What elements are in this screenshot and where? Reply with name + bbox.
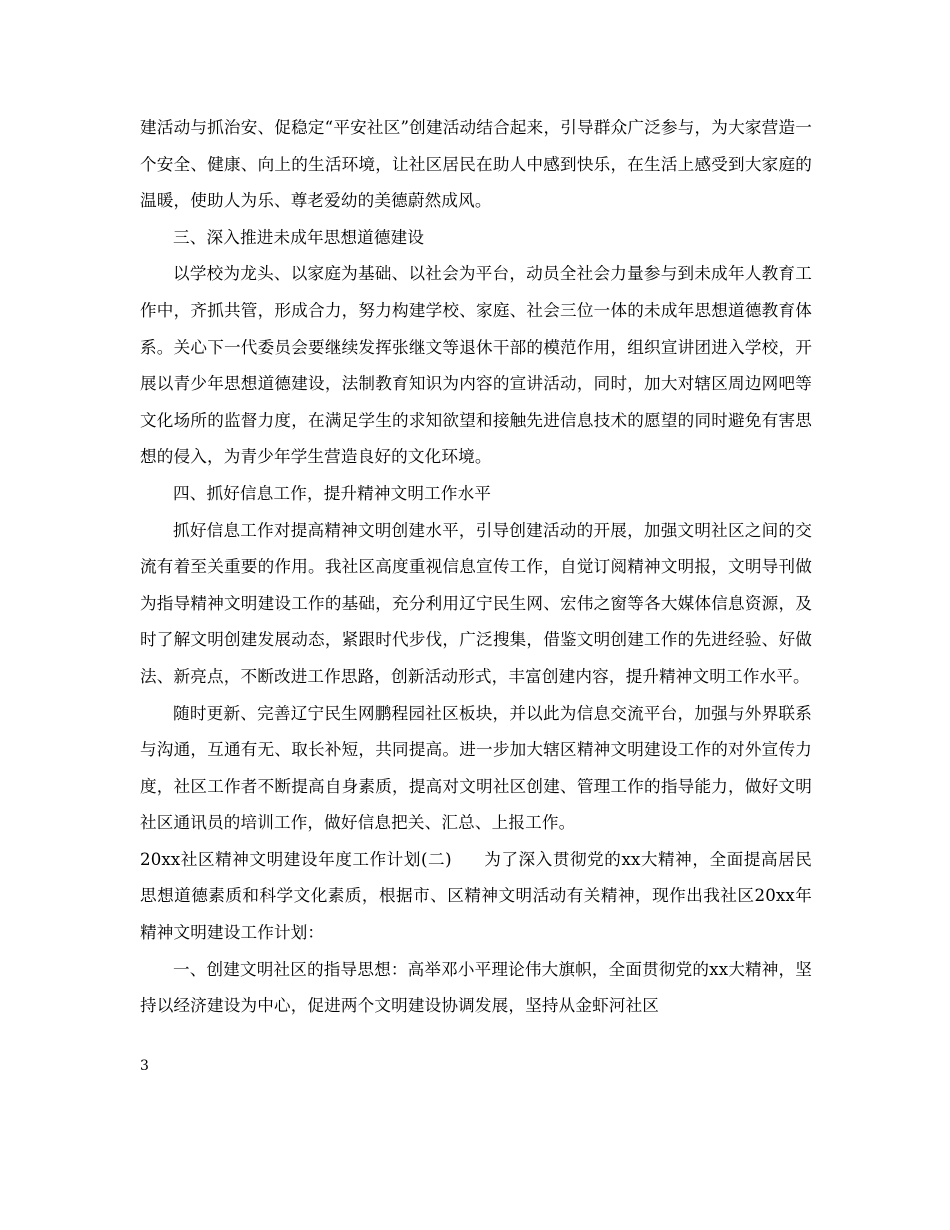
closing-paragraph: 一、创建文明社区的指导思想：高举邓小平理论伟大旗帜，全面贯彻党的xx大精神，坚持以经济建设为中心，促进两个文明建设协调发展，坚持从金虾河社区 <box>140 959 812 1016</box>
plan-paragraph <box>140 842 812 952</box>
body-text <box>140 110 812 1025</box>
paragraph-2: 以学校为龙头、以家庭为基础、以社会为平台，动员全社会力量参与到未成年人教育工作中，齐抓共管，形成合力，努力构建学校、家庭、社会三位一体的未成年思想道德教育体系。关心下一代委员会要继续发挥张继文等退休干部的模范作用，组织宣讲团进入学校，开展以青少年思想道德建设，法制教育知识为内容的宣讲活动，同时，加大对辖区周边网吧等文化场所的监督力度，在满足学生的求知欲望和接触先进信息技术的愿望的同时避免有害思想的侵入，为青少年学生营造良好的文化环境。 <box>140 264 812 467</box>
section-heading-4: 四、抓好信息工作，提升精神文明工作水平 <box>173 483 492 503</box>
page-number: 3 <box>140 1058 149 1074</box>
plan-heading: 20xx社区精神文明建设年度工作计划(二) <box>140 849 452 869</box>
paragraph-1: 建活动与抓治安、促稳定“平安社区”创建活动结合起来，引导群众广泛参与，为大家营造一个安全、健康、向上的生活环境，让社区居民在助人中感到快乐，在生活上感受到大家庭的温暖，使助人为乐、尊老爱幼的美德蔚然成风。 <box>140 118 812 211</box>
section-heading-3: 三、深入推进未成年思想道德建设 <box>173 227 425 247</box>
paragraph-4: 随时更新、完善辽宁民生网鹏程园社区板块，并以此为信息交流平台，加强与外界联系与沟通，互通有无、取长补短，共同提高。进一步加大辖区精神文明建设工作的对外宣传力度，社区工作者不断提高自身素质，提高对文明社区创建、管理工作的指导能力，做好文明社区通讯员的培训工作，做好信息把关、汇总、上报工作。 <box>140 703 812 833</box>
paragraph-3: 抓好信息工作对提高精神文明创建水平，引导创建活动的开展，加强文明社区之间的交流有着至关重要的作用。我社区高度重视信息宣传工作，自觉订阅精神文明报，文明导刊做为指导精神文明建设工作的基础，充分利用辽宁民生网、宏伟之窗等各大媒体信息资源，及时了解文明创建发展动态，紧跟时代步伐，广泛搜集，借鉴文明创建工作的先进经验、好做法、新亮点，不断改进工作思路，创新活动形式，丰富创建内容，提升精神文明工作水平。 <box>140 520 812 686</box>
plan-lead: 为了深入贯彻党的xx大精神，全面提高居民思想道德素质和科学文化素质，根据市、区精神文明活动有关精神，现作出我社区20xx年精神文明建设工作计划： <box>140 849 813 943</box>
